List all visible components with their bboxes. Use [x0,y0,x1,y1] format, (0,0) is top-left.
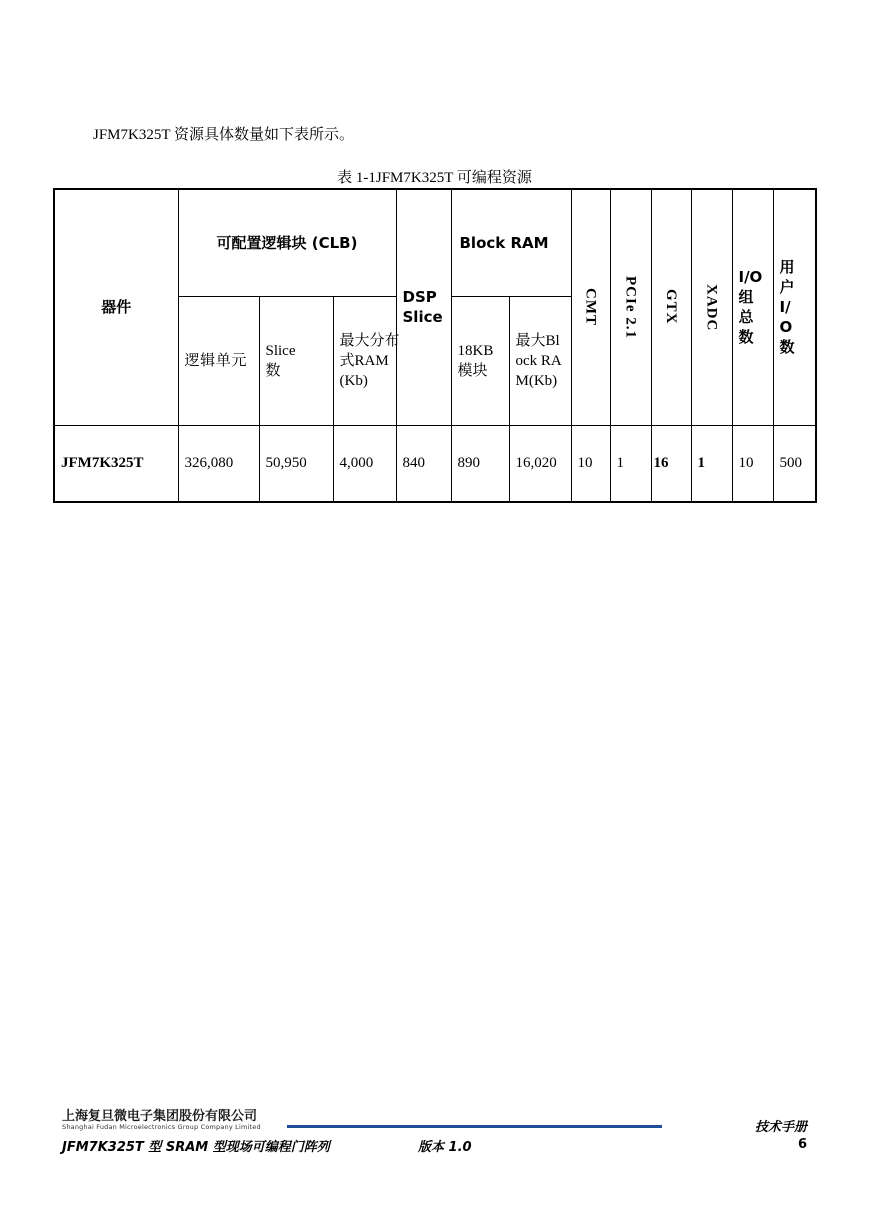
resource-table [53,188,817,503]
logic-cells-cell: 326,080 [178,425,259,502]
bram18-cell: 890 [451,425,509,502]
footer-version: 版本 1.0 [418,1140,472,1155]
gtx-header: GTX [651,189,691,425]
block-ram-header: Block RAM [451,189,571,296]
io-banks-header: I/O组总数 [732,189,773,425]
footer-company: 上海复旦微电子集团股份有限公司 [62,1109,258,1124]
user-io-header: 用户I/O数 [773,189,816,425]
table-caption: 表 1-1JFM7K325T 可编程资源 [337,170,532,186]
table-row [54,425,816,502]
footer-company-en: Shanghai Fudan Microelectronics Group Company Limited [62,1123,261,1131]
slice-count-header: Slice数 [259,296,333,425]
xadc-header: XADC [691,189,732,425]
device-header: 器件 [54,189,178,425]
xadc-cell: 1 [691,425,732,502]
footer-product: JFM7K325T 型 SRAM 型现场可编程门阵列 [62,1140,330,1155]
slices-cell: 50,950 [259,425,333,502]
logic-cells-header: 逻辑单元 [178,296,259,425]
footer-manual-label: 技术手册 [754,1120,807,1135]
user-io-cell: 500 [773,425,816,502]
clb-header: 可配置逻辑块 (CLB) [178,189,396,296]
max-dist-ram-header: 最大分布式RAM(Kb) [333,296,396,425]
dsp-cell: 840 [396,425,451,502]
io-banks-cell: 10 [732,425,773,502]
max-block-ram-header: 最大Block RAM(Kb) [509,296,571,425]
page-number: 6 [797,1137,807,1152]
footer-divider [287,1125,662,1128]
device-cell: JFM7K325T [54,425,178,502]
intro-text: JFM7K325T 资源具体数量如下表所示。 [93,127,354,143]
gtx-cell: 16 [651,425,691,502]
bram-max-cell: 16,020 [509,425,571,502]
cmt-cell: 10 [571,425,610,502]
block-18kb-header: 18KB模块 [451,296,509,425]
cmt-header: CMT [571,189,610,425]
pcie-header: PCIe 2.1 [610,189,651,425]
pcie-cell: 1 [610,425,651,502]
dist-ram-cell: 4,000 [333,425,396,502]
dsp-slice-header: DSP Slice [396,189,451,425]
